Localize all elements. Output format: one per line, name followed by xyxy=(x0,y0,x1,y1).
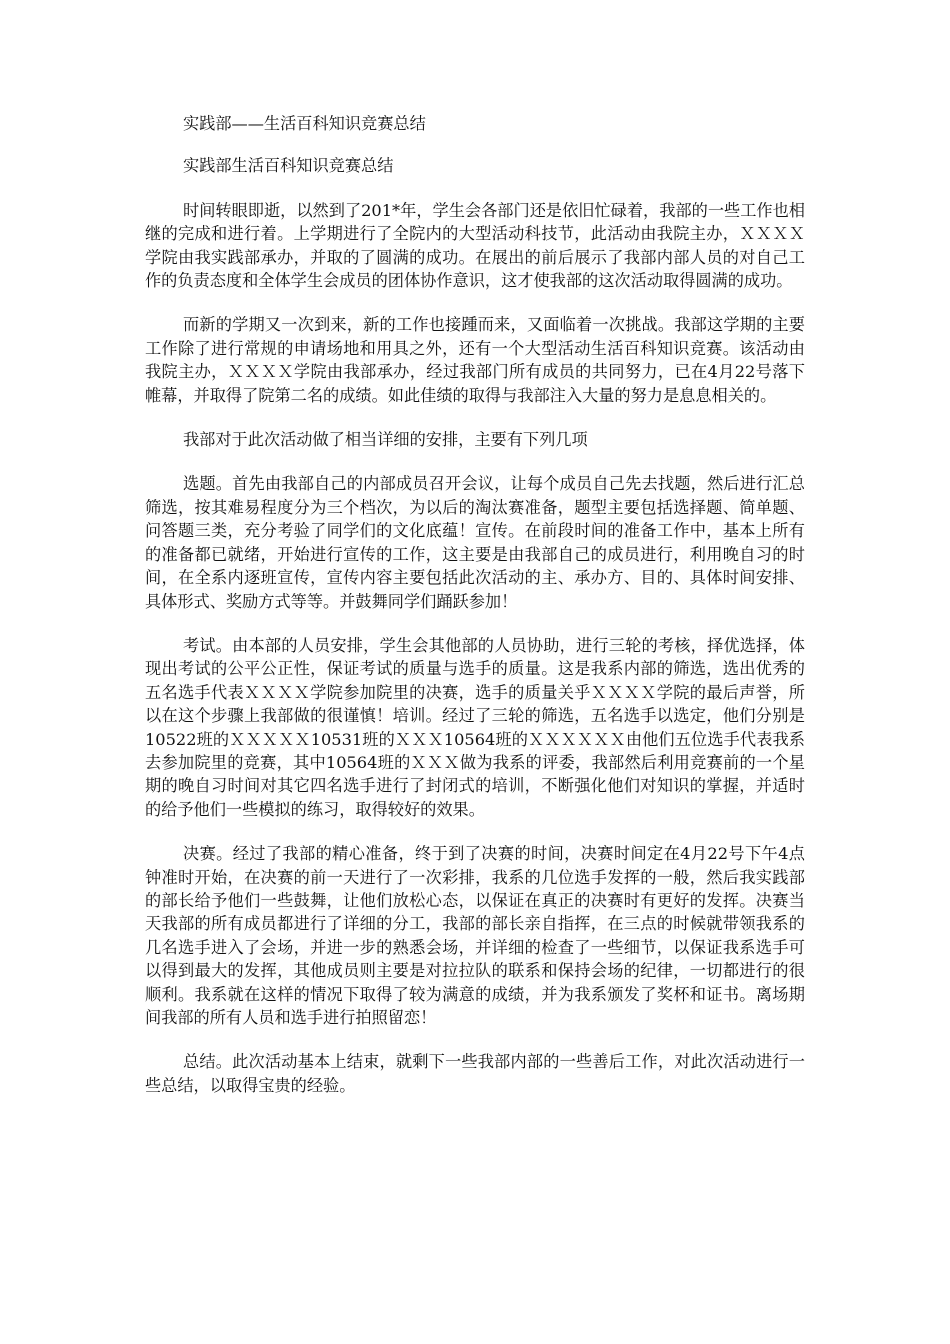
document-page xyxy=(145,112,805,1118)
paragraph-final: 决赛。经过了我部的精心准备，终于到了决赛的时间，决赛时间定在4月22号下午4点钟准时开始，在决赛的前一天进行了一次彩排，我系的几位选手发挥的一般，然后我实践部的部长给予他们一些鼓舞，让他们放松心态，以保证在真正的决赛时有更好的发挥。决赛当天我部的所有成员都进行了详细的分工，我部的部长亲自指挥，在三点的时候就带领我系的几名选手进入了会场，并进一步的熟悉会场，并详细的检查了一些细节，以保证我系选手可以得到最大的发挥，其他成员则主要是对拉拉队的联系和保持会场的纪律，一切都进行的很顺利。我系就在这样的情况下取得了较为满意的成绩，并为我系颁发了奖杯和证书。离场期间我部的所有人员和选手进行拍照留恋！ xyxy=(145,844,805,1027)
paragraph-new-semester: 而新的学期又一次到来，新的工作也接踵而来，又面临着一次挑战。我部这学期的主要工作除了进行常规的申请场地和用具之外，还有一个大型活动生活百科知识竞赛。该活动由我院主办，ＸＸＸＸ学院由我部承办，经过我部门所有成员的共同努力，已在4月22号落下帷幕，并取得了院第二名的成绩。如此佳绩的取得与我部注入大量的努力是息息相关的。 xyxy=(145,315,805,405)
paragraph-arrangement: 我部对于此次活动做了相当详细的安排，主要有下列几项 xyxy=(183,430,588,450)
paragraph-intro: 时间转眼即逝，以然到了201*年，学生会各部门还是依旧忙碌着，我部的一些工作也相继的完成和进行着。上学期进行了全院内的大型活动科技节，此活动由我院主办，ＸＸＸＸ学院由我实践部承办，并取的了圆满的成功。在展出的前后展示了我部内部人员的对自己工作的负责态度和全体学生会成员的团体协作意识，这才使我部的这次活动取得圆满的成功。 xyxy=(145,200,805,291)
document-title: 实践部——生活百科知识竞赛总结 xyxy=(183,114,426,133)
paragraph-summary: 总结。此次活动基本上结束，就剩下一些我部内部的一些善后工作，对此次活动进行一些总结，以取得宝贵的经验。 xyxy=(145,1052,805,1095)
paragraph-exam: 考试。由本部的人员安排，学生会其他部的人员协助，进行三轮的考核，择优选择，体现出考试的公平公正性，保证考试的质量与选手的质量。这是我系内部的筛选，选出优秀的五名选手代表ＸＸＸＸ学院参加院里的决赛，选手的质量关乎ＸＸＸＸ学院的最后声誉，所以在这个步骤上我部做的很谨慎！培训。经过了三轮的筛选，五名选手以选定，他们分别是10522班的ＸＸＸＸＸ10531班的ＸＸＸ10564班的ＸＸＸＸＸＸ由他们五位选手代表我系去参加院里的竞赛，其中10564班的ＸＸＸ做为我系的评委，我部然后利用竞赛前的一个星期的晚自习时间对其它四名选手进行了封闭式的培训，不断强化他们对知识的掌握，并适时的给予他们一些模拟的练习，取得较好的效果。 xyxy=(145,635,805,819)
paragraph-topic-selection: 选题。首先由我部自己的内部成员召开会议，让每个成员自己先去找题，然后进行汇总筛选，按其难易程度分为三个档次，为以后的淘汰赛准备，题型主要包括选择题、简单题、问答题三类，充分考验了同学们的文化底蕴！宣传。在前段时间的准备工作中，基本上所有的准备都已就绪，开始进行宣传的工作，这主要是由我部自己的成员进行，利用晚自习的时间，在全系内逐班宣传，宣传内容主要包括此次活动的主、承办方、目的、具体时间安排、具体形式、奖励方式等等。并鼓舞同学们踊跃参加！ xyxy=(145,474,805,611)
document-subtitle: 实践部生活百科知识竞赛总结 xyxy=(183,156,394,176)
